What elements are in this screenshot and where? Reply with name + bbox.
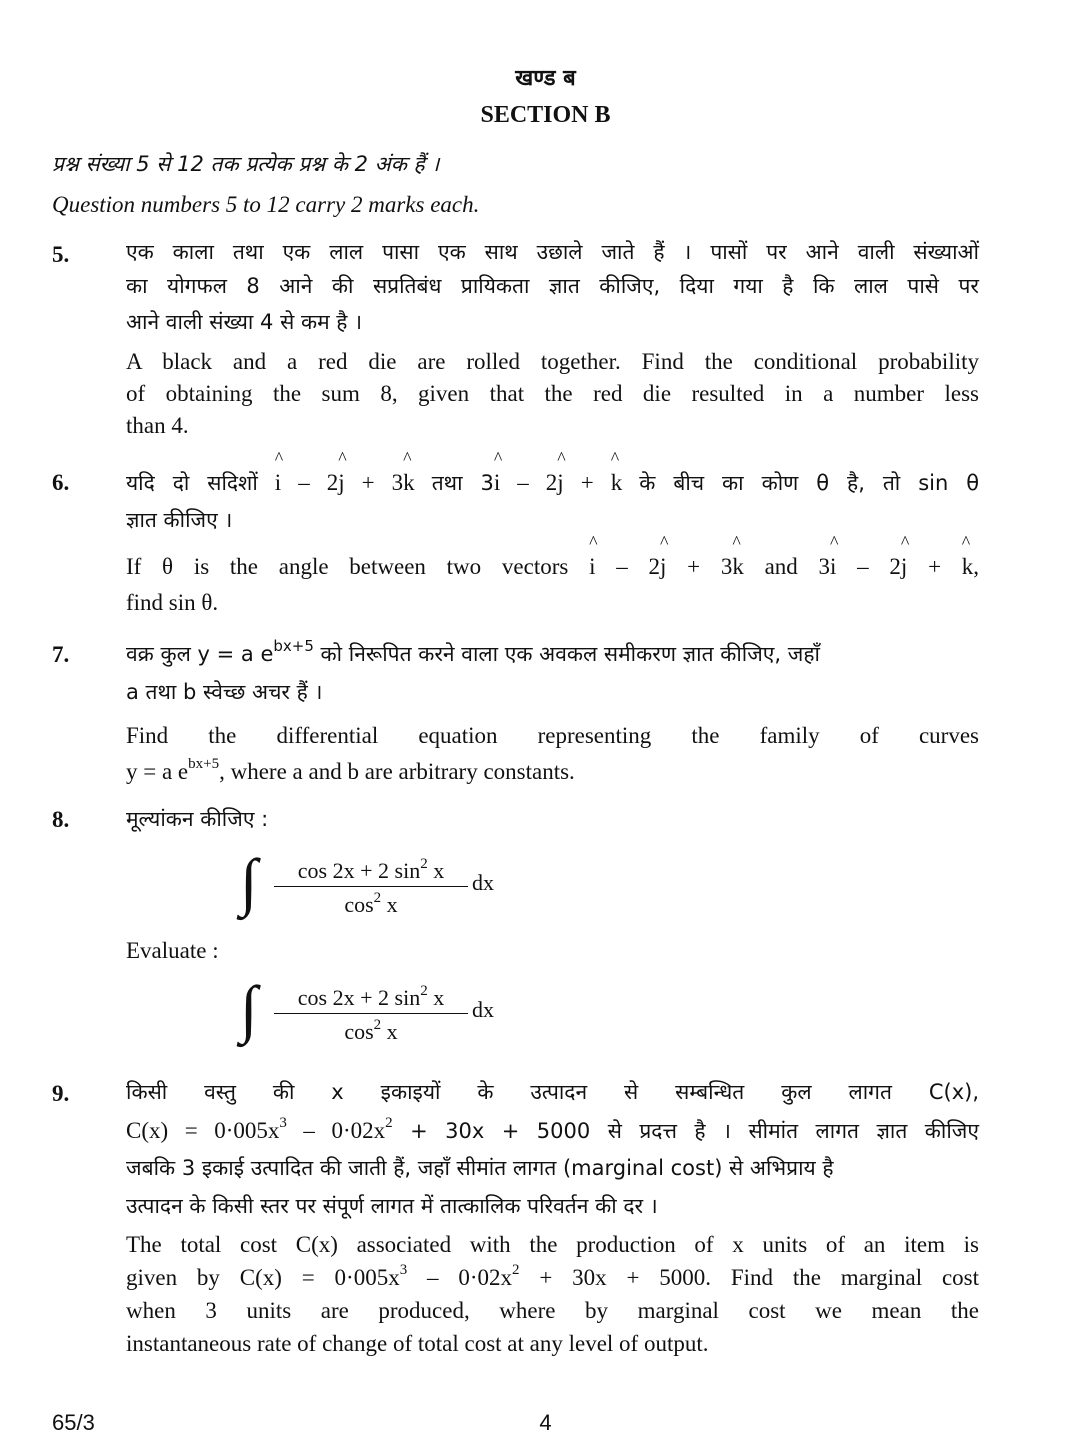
q7-hindi-line bbox=[126, 638, 979, 671]
q6-hindi-line bbox=[126, 448, 980, 500]
q9-english-line: The total cost C(x) associated with the production of x units of an item is bbox=[126, 1232, 979, 1257]
unit-vector-j: ^ j bbox=[659, 532, 669, 579]
q5-hindi-line: का योगफल 8 आने की सप्रतिबंध प्रायिकता ज्ञात कीजिए, दिया गया है कि लाल पासे पर bbox=[126, 274, 979, 298]
q5-hindi-line: आने वाली संख्या 4 से कम है । bbox=[126, 310, 363, 334]
q5-english-line: of obtaining the sum 8, given that the red die resulted in a number less bbox=[126, 381, 979, 406]
q6-hindi-post: के बीच का कोण θ है, तो sin θ bbox=[639, 471, 980, 495]
q6-term: – 2 bbox=[298, 470, 339, 495]
q6-english-line2: find sin θ. bbox=[126, 590, 219, 615]
q7-hindi-post: को निरूपित करने वाला एक अवकल समीकरण ज्ञात कीजिए, जहाँ bbox=[313, 642, 820, 666]
q6-english-post: , bbox=[973, 554, 980, 579]
paper-code: 65/3 bbox=[52, 1410, 95, 1435]
q5-hindi-line: एक काला तथा एक लाल पासा एक साथ उछाले जाते हैं । पासों पर आने वाली संख्याओं bbox=[126, 240, 979, 264]
question-number: 7. bbox=[52, 642, 70, 667]
fraction-numerator: cos 2x + 2 $\sin^2 x$ bbox=[274, 856, 468, 887]
unit-vector-j: ^ j bbox=[557, 448, 566, 495]
integral-fraction bbox=[274, 856, 468, 919]
q9-english-line: instantaneous rate of change of total cost at any level of output. bbox=[126, 1331, 709, 1356]
q9-hindi-line: $C(x) = 0\cdot 005x^3 - 0\cdot 02x^2 + 30x + 5000$ से प्रदत्त है । सीमांत लागत ज्ञात कीजिए bbox=[126, 1115, 979, 1143]
q6-english-mid: and 3 bbox=[764, 554, 831, 579]
section-title-hindi: खण्ड ब bbox=[515, 66, 576, 91]
q5-english-line: than 4. bbox=[126, 413, 189, 438]
integral-sign: ∫ bbox=[240, 846, 258, 917]
unit-vector-j: ^ j bbox=[900, 532, 910, 579]
unit-vector-i: ^ i bbox=[493, 448, 503, 495]
unit-vector-k: ^ k bbox=[732, 532, 744, 579]
q6-term: + 3 bbox=[361, 470, 404, 495]
q6-term: – 2 bbox=[517, 470, 558, 495]
q7-english-post: , where a and b are arbitrary constants. bbox=[219, 759, 575, 784]
q7-english-pre: y = a e bbox=[126, 759, 189, 784]
question-number: 8. bbox=[52, 807, 70, 832]
q8-hindi-prompt: मूल्यांकन कीजिए : bbox=[126, 807, 269, 831]
unit-vector-i: ^ i bbox=[274, 448, 284, 495]
q5-english-line: A black and a red die are rolled together. Find the conditional probability bbox=[126, 349, 979, 374]
page-number: 4 bbox=[539, 1410, 552, 1435]
q6-english-pre: If θ is the angle between two vectors bbox=[126, 554, 569, 579]
q7-english-line2 bbox=[126, 755, 979, 788]
q7-exponent: bx+5 bbox=[273, 637, 314, 655]
q6-term: + bbox=[580, 470, 594, 495]
integral-dx: dx bbox=[472, 870, 494, 895]
instruction-english: Question numbers 5 to 12 carry 2 marks each. bbox=[52, 192, 480, 217]
q8-english-prompt: Evaluate : bbox=[126, 938, 219, 963]
q6-term: + bbox=[928, 554, 942, 579]
q7-hindi-pre: वक्र कुल y = a e bbox=[126, 642, 274, 666]
q6-term: + 3 bbox=[687, 554, 733, 579]
unit-vector-k: ^ k bbox=[961, 532, 974, 579]
q6-term: – 2 bbox=[857, 554, 901, 579]
integral-dx: dx bbox=[472, 997, 494, 1022]
q7-exponent: bx+5 bbox=[188, 756, 220, 773]
unit-vector-i: ^ i bbox=[830, 532, 839, 579]
section-title: SECTION B bbox=[480, 102, 611, 128]
question-number: 9. bbox=[52, 1081, 70, 1106]
unit-vector-i: ^ i bbox=[589, 532, 598, 579]
q9-english-line: given by $C(x) = 0\cdot 005x^3 - 0\cdot 02x^2 + 30x + 5000$. Find the marginal cost bbox=[126, 1262, 980, 1290]
integral-sign: ∫ bbox=[240, 973, 258, 1044]
fraction-denominator: $\cos^2 x$ bbox=[344, 1016, 398, 1044]
instruction-hindi: प्रश्न संख्या 5 से 12 तक प्रत्येक प्रश्न के 2 अंक हैं । bbox=[52, 152, 440, 176]
question-number: 5. bbox=[52, 242, 70, 267]
q6-hindi-mid: तथा 3 bbox=[431, 471, 494, 495]
q6-english-line bbox=[126, 532, 980, 583]
unit-vector-k: ^ k bbox=[610, 448, 623, 495]
q9-english-line: when 3 units are produced, where by marginal cost we mean the bbox=[126, 1298, 979, 1323]
integral-fraction bbox=[274, 983, 468, 1046]
q7-english-line: Find the differential equation representing the family of curves bbox=[126, 723, 979, 748]
q6-hindi-line2: ज्ञात कीजिए । bbox=[126, 508, 233, 532]
unit-vector-j: ^ j bbox=[338, 448, 347, 495]
q7-hindi-line2: a तथा b स्वेच्छ अचर हैं । bbox=[126, 680, 323, 704]
q6-hindi-pre: यदि दो सदिशों bbox=[126, 471, 258, 495]
question-number: 6. bbox=[52, 470, 70, 495]
q6-term: – 2 bbox=[616, 554, 660, 579]
q9-hindi-line: उत्पादन के किसी स्तर पर संपूर्ण लागत में तात्कालिक परिवर्तन की दर । bbox=[126, 1194, 658, 1218]
q9-hindi-line: जबकि 3 इकाई उत्पादित की जाती हैं, जहाँ सीमांत लागत (marginal cost) से अभिप्राय है bbox=[126, 1156, 834, 1180]
fraction-denominator: $\cos^2 x$ bbox=[344, 889, 398, 917]
q9-hindi-line: किसी वस्तु की x इकाइयों के उत्पादन से सम्बन्धित कुल लागत C(x), bbox=[126, 1080, 979, 1104]
unit-vector-k: ^ k bbox=[403, 448, 415, 495]
fraction-numerator: cos 2x + 2 $\sin^2 x$ bbox=[274, 983, 468, 1014]
